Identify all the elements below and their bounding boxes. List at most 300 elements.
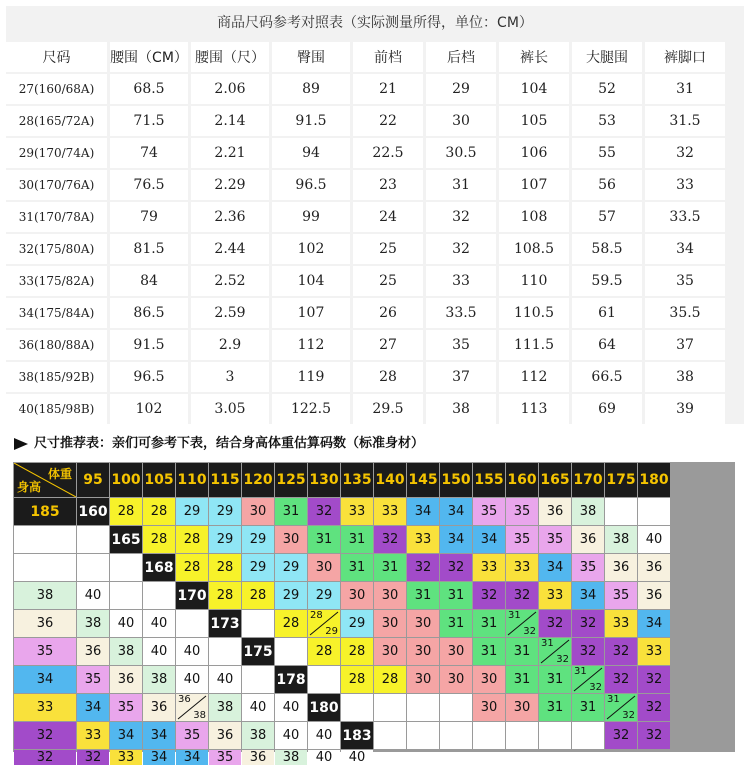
recommended-size-cell: 32 (638, 694, 670, 721)
recommended-size-cell: 33 (473, 554, 505, 581)
recommended-size-cell: 38 (242, 722, 274, 749)
recommend-heading (14, 433, 424, 455)
recommended-size-cell: 38 (572, 498, 604, 525)
split-size-lower: 32 (622, 710, 635, 721)
recommended-size-cell (14, 554, 76, 581)
size-value-cell: 31.5 (645, 106, 725, 136)
size-label-cell: 30(170/76A) (6, 170, 107, 200)
recommended-size-cell: 35 (539, 526, 571, 553)
size-value-cell: 81.5 (110, 234, 188, 264)
recommended-size-cell: 32 (539, 610, 571, 637)
size-value-cell: 33.5 (426, 298, 496, 328)
recommended-size-cell: 34 (143, 722, 175, 749)
weight-height-corner (14, 463, 76, 497)
size-value-cell: 24 (353, 202, 423, 232)
size-value-cell: 86.5 (110, 298, 188, 328)
recommended-size-cell: 30 (440, 666, 472, 693)
recommended-size-cell: 31 (473, 610, 505, 637)
height-header-cell: 175 (242, 638, 274, 665)
size-header-cell: 腰围（CM） (110, 42, 188, 72)
recommended-size-cell: 32 (14, 750, 76, 765)
recommended-size-cell: 34 (440, 526, 472, 553)
recommended-size-cell: 30 (407, 638, 439, 665)
recommended-size-cell (374, 722, 406, 749)
recommended-size-cell: 35 (506, 498, 538, 525)
size-value-cell: 32 (645, 138, 725, 168)
recommended-size-cell: 32 (572, 638, 604, 665)
height-header-cell: 183 (341, 722, 373, 749)
size-value-cell: 29.5 (353, 394, 423, 424)
recommended-size-cell: 36 (572, 526, 604, 553)
recommended-size-cell: 36 (14, 610, 76, 637)
size-value-cell: 2.44 (191, 234, 269, 264)
weight-header-cell: 110 (176, 463, 208, 497)
size-value-cell: 30 (426, 106, 496, 136)
recommended-size-cell: 28 (275, 610, 307, 637)
recommended-size-cell: 40 (638, 526, 670, 553)
recommended-size-cell: 31 (506, 638, 538, 665)
recommended-size-cell: 33 (407, 526, 439, 553)
recommended-size-cell: 30 (374, 638, 406, 665)
size-value-cell: 102 (110, 394, 188, 424)
arrow-right-icon (14, 438, 28, 450)
recommended-size-cell: 32 (308, 498, 340, 525)
recommended-size-cell: 31 (341, 554, 373, 581)
recommended-size-cell: 36 (77, 638, 109, 665)
weight-header-cell: 140 (374, 463, 406, 497)
size-value-cell: 38 (645, 362, 725, 392)
recommended-size-cell: 28 (209, 582, 241, 609)
recommended-size-cell: 34 (440, 498, 472, 525)
split-size-lower: 32 (556, 654, 569, 665)
recommended-size-cell: 31 (539, 694, 571, 721)
recommended-size-cell: 40 (308, 722, 340, 749)
recommended-size-cell: 32 (605, 638, 637, 665)
size-value-cell: 33 (645, 170, 725, 200)
recommended-size-cell (572, 666, 604, 693)
recommended-size-cell: 40 (275, 722, 307, 749)
size-value-cell: 22 (353, 106, 423, 136)
size-value-cell: 112 (272, 330, 350, 360)
recommended-size-cell: 40 (143, 638, 175, 665)
split-size-upper: 31 (574, 666, 587, 677)
size-value-cell: 25 (353, 266, 423, 296)
recommended-size-cell: 33 (374, 498, 406, 525)
size-label-cell: 29(170/74A) (6, 138, 107, 168)
recommended-size-cell: 30 (374, 610, 406, 637)
size-value-cell: 29 (426, 74, 496, 104)
size-value-cell: 55 (572, 138, 642, 168)
recommended-size-cell (209, 638, 241, 665)
size-value-cell: 104 (499, 74, 569, 104)
recommended-size-cell: 31 (539, 666, 571, 693)
size-value-cell: 99 (272, 202, 350, 232)
recommended-size-cell: 31 (506, 666, 538, 693)
recommended-size-cell (308, 666, 340, 693)
recommended-size-cell: 30 (275, 526, 307, 553)
size-value-cell: 56 (572, 170, 642, 200)
size-chart-title: 商品尺码参考对照表（实际测量所得，单位：CM） (217, 15, 533, 31)
recommended-size-cell: 38 (110, 638, 142, 665)
recommended-size-cell: 36 (539, 498, 571, 525)
recommended-size-cell: 34 (572, 582, 604, 609)
size-value-cell: 2.52 (191, 266, 269, 296)
recommended-size-cell: 32 (572, 610, 604, 637)
recommended-size-cell: 33 (77, 722, 109, 749)
split-size-lower: 29 (325, 626, 338, 637)
size-label-cell: 33(175/82A) (6, 266, 107, 296)
weight-header-cell: 145 (407, 463, 439, 497)
size-value-cell: 107 (272, 298, 350, 328)
size-value-cell: 3 (191, 362, 269, 392)
size-value-cell: 96.5 (272, 170, 350, 200)
size-value-cell: 31 (645, 74, 725, 104)
size-header-cell: 臀围 (272, 42, 350, 72)
size-value-cell: 84 (110, 266, 188, 296)
size-value-cell: 91.5 (272, 106, 350, 136)
recommended-size-cell: 32 (638, 666, 670, 693)
size-value-cell: 107 (499, 170, 569, 200)
recommended-size-cell: 28 (341, 666, 373, 693)
recommended-size-cell: 31 (440, 582, 472, 609)
recommended-size-cell: 31 (572, 694, 604, 721)
recommended-size-cell: 34 (143, 750, 175, 765)
recommended-size-cell: 29 (209, 526, 241, 553)
recommended-size-cell (638, 498, 670, 525)
size-value-cell: 57 (572, 202, 642, 232)
size-value-cell: 2.59 (191, 298, 269, 328)
recommended-size-cell: 40 (308, 750, 340, 765)
recommended-size-cell: 31 (407, 582, 439, 609)
size-value-cell: 37 (426, 362, 496, 392)
recommended-size-cell: 35 (110, 694, 142, 721)
recommended-size-cell: 36 (110, 666, 142, 693)
recommended-size-cell (473, 722, 505, 749)
recommended-size-cell: 28 (176, 554, 208, 581)
size-value-cell: 33 (426, 266, 496, 296)
size-value-cell: 108 (499, 202, 569, 232)
recommended-size-cell (110, 582, 142, 609)
size-recommend-grid (13, 462, 735, 765)
recommended-size-cell: 28 (341, 638, 373, 665)
recommended-size-cell (308, 610, 340, 637)
recommended-size-cell: 28 (143, 498, 175, 525)
recommended-size-cell: 30 (407, 666, 439, 693)
recommended-size-cell (341, 694, 373, 721)
size-value-cell: 113 (499, 394, 569, 424)
height-header-cell: 173 (209, 610, 241, 637)
recommended-size-cell: 35 (605, 582, 637, 609)
weight-header-cell: 150 (440, 463, 472, 497)
recommended-size-cell: 34 (110, 722, 142, 749)
recommended-size-cell: 29 (308, 582, 340, 609)
size-value-cell: 21 (353, 74, 423, 104)
size-label-cell: 36(180/88A) (6, 330, 107, 360)
size-value-cell: 105 (499, 106, 569, 136)
size-value-cell: 52 (572, 74, 642, 104)
recommended-size-cell: 30 (506, 694, 538, 721)
size-header-cell: 后档 (426, 42, 496, 72)
recommended-size-cell: 38 (14, 582, 76, 609)
size-value-cell: 33.5 (645, 202, 725, 232)
recommended-size-cell: 33 (110, 750, 142, 765)
size-value-cell: 110 (499, 266, 569, 296)
weight-header-cell: 175 (605, 463, 637, 497)
recommended-size-cell: 40 (341, 750, 373, 765)
size-label-cell: 34(175/84A) (6, 298, 107, 328)
recommended-size-cell: 31 (473, 638, 505, 665)
recommended-size-cell (242, 610, 274, 637)
size-value-cell: 35.5 (645, 298, 725, 328)
recommended-size-cell (407, 694, 439, 721)
recommended-size-cell: 29 (209, 498, 241, 525)
weight-header-cell: 95 (77, 463, 109, 497)
recommended-size-cell: 40 (176, 666, 208, 693)
recommended-size-cell: 31 (308, 526, 340, 553)
recommended-size-cell: 32 (605, 722, 637, 749)
recommended-size-cell: 34 (638, 610, 670, 637)
size-label-cell: 28(165/72A) (6, 106, 107, 136)
recommended-size-cell (506, 610, 538, 637)
size-value-cell: 2.29 (191, 170, 269, 200)
recommended-size-cell: 35 (506, 526, 538, 553)
recommended-size-cell: 30 (407, 610, 439, 637)
size-value-cell: 64 (572, 330, 642, 360)
size-value-cell: 2.9 (191, 330, 269, 360)
size-header-cell: 尺码 (6, 42, 107, 72)
height-axis-label: 身高 (17, 480, 42, 494)
recommended-size-cell: 31 (374, 554, 406, 581)
size-value-cell: 119 (272, 362, 350, 392)
recommended-size-cell: 28 (110, 498, 142, 525)
recommended-size-cell: 34 (14, 666, 76, 693)
recommended-size-cell: 35 (14, 638, 76, 665)
weight-header-cell: 115 (209, 463, 241, 497)
recommended-size-cell: 28 (209, 554, 241, 581)
recommended-size-cell: 32 (77, 750, 109, 765)
recommend-grid-cells (14, 463, 670, 765)
recommended-size-cell: 34 (176, 750, 208, 765)
recommended-size-cell: 33 (605, 610, 637, 637)
recommended-size-cell (605, 498, 637, 525)
split-size-upper: 36 (178, 694, 191, 705)
size-value-cell: 76.5 (110, 170, 188, 200)
weight-header-cell: 135 (341, 463, 373, 497)
recommended-size-cell: 36 (605, 554, 637, 581)
size-value-cell: 28 (353, 362, 423, 392)
size-value-cell: 61 (572, 298, 642, 328)
recommended-size-cell: 32 (440, 554, 472, 581)
size-value-cell: 74 (110, 138, 188, 168)
split-size-lower: 32 (589, 682, 602, 693)
recommended-size-cell: 30 (440, 638, 472, 665)
recommended-size-cell: 29 (242, 526, 274, 553)
size-chart-table (6, 6, 744, 424)
size-value-cell: 32 (426, 202, 496, 232)
height-header-cell: 160 (77, 498, 109, 525)
recommended-size-cell (14, 526, 76, 553)
recommended-size-cell: 40 (275, 694, 307, 721)
recommended-size-cell: 30 (242, 498, 274, 525)
recommended-size-cell: 36 (143, 694, 175, 721)
size-value-cell: 27 (353, 330, 423, 360)
recommended-size-cell (605, 694, 637, 721)
size-value-cell: 3.05 (191, 394, 269, 424)
recommended-size-cell: 30 (473, 694, 505, 721)
size-value-cell: 112 (499, 362, 569, 392)
recommended-size-cell (539, 722, 571, 749)
recommended-size-cell: 31 (440, 610, 472, 637)
size-label-cell: 38(185/92B) (6, 362, 107, 392)
weight-header-cell: 165 (539, 463, 571, 497)
recommended-size-cell: 34 (77, 694, 109, 721)
split-size-lower: 38 (193, 710, 206, 721)
recommended-size-cell: 35 (176, 722, 208, 749)
size-value-cell: 26 (353, 298, 423, 328)
recommended-size-cell: 28 (176, 526, 208, 553)
weight-header-cell: 130 (308, 463, 340, 497)
recommended-size-cell: 38 (77, 610, 109, 637)
recommended-size-cell: 40 (77, 582, 109, 609)
size-label-cell: 31(170/78A) (6, 202, 107, 232)
recommended-size-cell (242, 666, 274, 693)
weight-header-cell: 155 (473, 463, 505, 497)
size-value-cell: 102 (272, 234, 350, 264)
recommended-size-cell: 33 (14, 694, 76, 721)
size-header-cell: 裤脚口 (645, 42, 725, 72)
size-value-cell: 96.5 (110, 362, 188, 392)
recommended-size-cell: 40 (209, 666, 241, 693)
size-value-cell: 59.5 (572, 266, 642, 296)
weight-axis-label: 体重 (47, 467, 72, 481)
recommended-size-cell: 32 (374, 526, 406, 553)
recommended-size-cell (176, 610, 208, 637)
recommended-size-cell (506, 722, 538, 749)
recommended-size-cell: 30 (341, 582, 373, 609)
recommended-size-cell: 40 (143, 610, 175, 637)
recommended-size-cell: 33 (341, 498, 373, 525)
recommended-size-cell (275, 638, 307, 665)
size-value-cell: 71.5 (110, 106, 188, 136)
size-value-cell: 111.5 (499, 330, 569, 360)
recommended-size-cell: 33 (506, 554, 538, 581)
size-value-cell: 104 (272, 266, 350, 296)
weight-header-cell: 125 (275, 463, 307, 497)
size-value-cell: 2.21 (191, 138, 269, 168)
size-value-cell: 106 (499, 138, 569, 168)
recommended-size-cell: 32 (473, 582, 505, 609)
size-value-cell: 22.5 (353, 138, 423, 168)
recommended-size-cell (407, 722, 439, 749)
weight-header-cell: 105 (143, 463, 175, 497)
split-size-upper: 31 (508, 610, 521, 621)
recommended-size-cell: 28 (242, 582, 274, 609)
size-label-cell: 32(175/80A) (6, 234, 107, 264)
recommended-size-cell: 34 (539, 554, 571, 581)
recommended-size-cell: 29 (176, 498, 208, 525)
weight-header-cell: 170 (572, 463, 604, 497)
size-value-cell: 79 (110, 202, 188, 232)
recommended-size-cell: 38 (275, 750, 307, 765)
recommended-size-cell: 28 (143, 526, 175, 553)
height-header-cell: 170 (176, 582, 208, 609)
recommended-size-cell: 36 (242, 750, 274, 765)
size-value-cell: 25 (353, 234, 423, 264)
recommended-size-cell: 29 (341, 610, 373, 637)
size-value-cell: 34 (645, 234, 725, 264)
size-value-cell: 94 (272, 138, 350, 168)
recommended-size-cell: 33 (638, 638, 670, 665)
size-value-cell: 53 (572, 106, 642, 136)
split-size-upper: 31 (541, 638, 554, 649)
size-value-cell: 89 (272, 74, 350, 104)
recommended-size-cell: 32 (638, 722, 670, 749)
weight-header-cell: 185 (14, 498, 76, 525)
recommended-size-cell: 32 (14, 722, 76, 749)
recommended-size-cell: 32 (407, 554, 439, 581)
size-value-cell: 23 (353, 170, 423, 200)
height-header-cell: 178 (275, 666, 307, 693)
size-value-cell: 2.06 (191, 74, 269, 104)
size-value-cell: 39 (645, 394, 725, 424)
recommended-size-cell: 36 (638, 582, 670, 609)
recommended-size-cell: 38 (143, 666, 175, 693)
size-value-cell: 32 (426, 234, 496, 264)
size-value-cell: 35 (426, 330, 496, 360)
recommended-size-cell (572, 722, 604, 749)
recommended-size-cell: 28 (308, 638, 340, 665)
recommended-size-cell: 29 (275, 554, 307, 581)
recommended-size-cell (440, 694, 472, 721)
recommend-heading-text: 尺寸推荐表：亲们可参考下表，结合身高体重估算码数（标准身材） (34, 436, 425, 451)
split-size-lower: 32 (523, 626, 536, 637)
recommended-size-cell: 36 (209, 722, 241, 749)
weight-header-cell: 120 (242, 463, 274, 497)
size-header-cell: 裤长 (499, 42, 569, 72)
recommended-size-cell: 35 (77, 666, 109, 693)
height-header-cell: 180 (308, 694, 340, 721)
size-value-cell: 110.5 (499, 298, 569, 328)
split-size-upper: 31 (607, 694, 620, 705)
size-label-cell: 40(185/98B) (6, 394, 107, 424)
size-value-cell: 108.5 (499, 234, 569, 264)
size-header-cell: 大腿围 (572, 42, 642, 72)
size-value-cell: 37 (645, 330, 725, 360)
recommended-size-cell: 34 (473, 526, 505, 553)
recommended-size-cell: 34 (407, 498, 439, 525)
recommended-size-cell: 30 (374, 582, 406, 609)
size-value-cell: 66.5 (572, 362, 642, 392)
recommended-size-cell (440, 722, 472, 749)
weight-header-cell: 160 (506, 463, 538, 497)
recommended-size-cell (374, 694, 406, 721)
recommended-size-cell: 38 (209, 694, 241, 721)
recommended-size-cell (176, 694, 208, 721)
size-value-cell: 2.36 (191, 202, 269, 232)
recommended-size-cell: 29 (275, 582, 307, 609)
recommended-size-cell: 33 (539, 582, 571, 609)
recommended-size-cell: 40 (110, 610, 142, 637)
recommended-size-cell: 30 (473, 666, 505, 693)
recommended-size-cell: 40 (176, 638, 208, 665)
size-value-cell: 35 (645, 266, 725, 296)
size-value-cell: 31 (426, 170, 496, 200)
recommended-size-cell: 38 (605, 526, 637, 553)
recommended-size-cell: 35 (209, 750, 241, 765)
height-header-cell: 165 (110, 526, 142, 553)
recommended-size-cell: 32 (506, 582, 538, 609)
split-size-upper: 28 (310, 610, 323, 621)
